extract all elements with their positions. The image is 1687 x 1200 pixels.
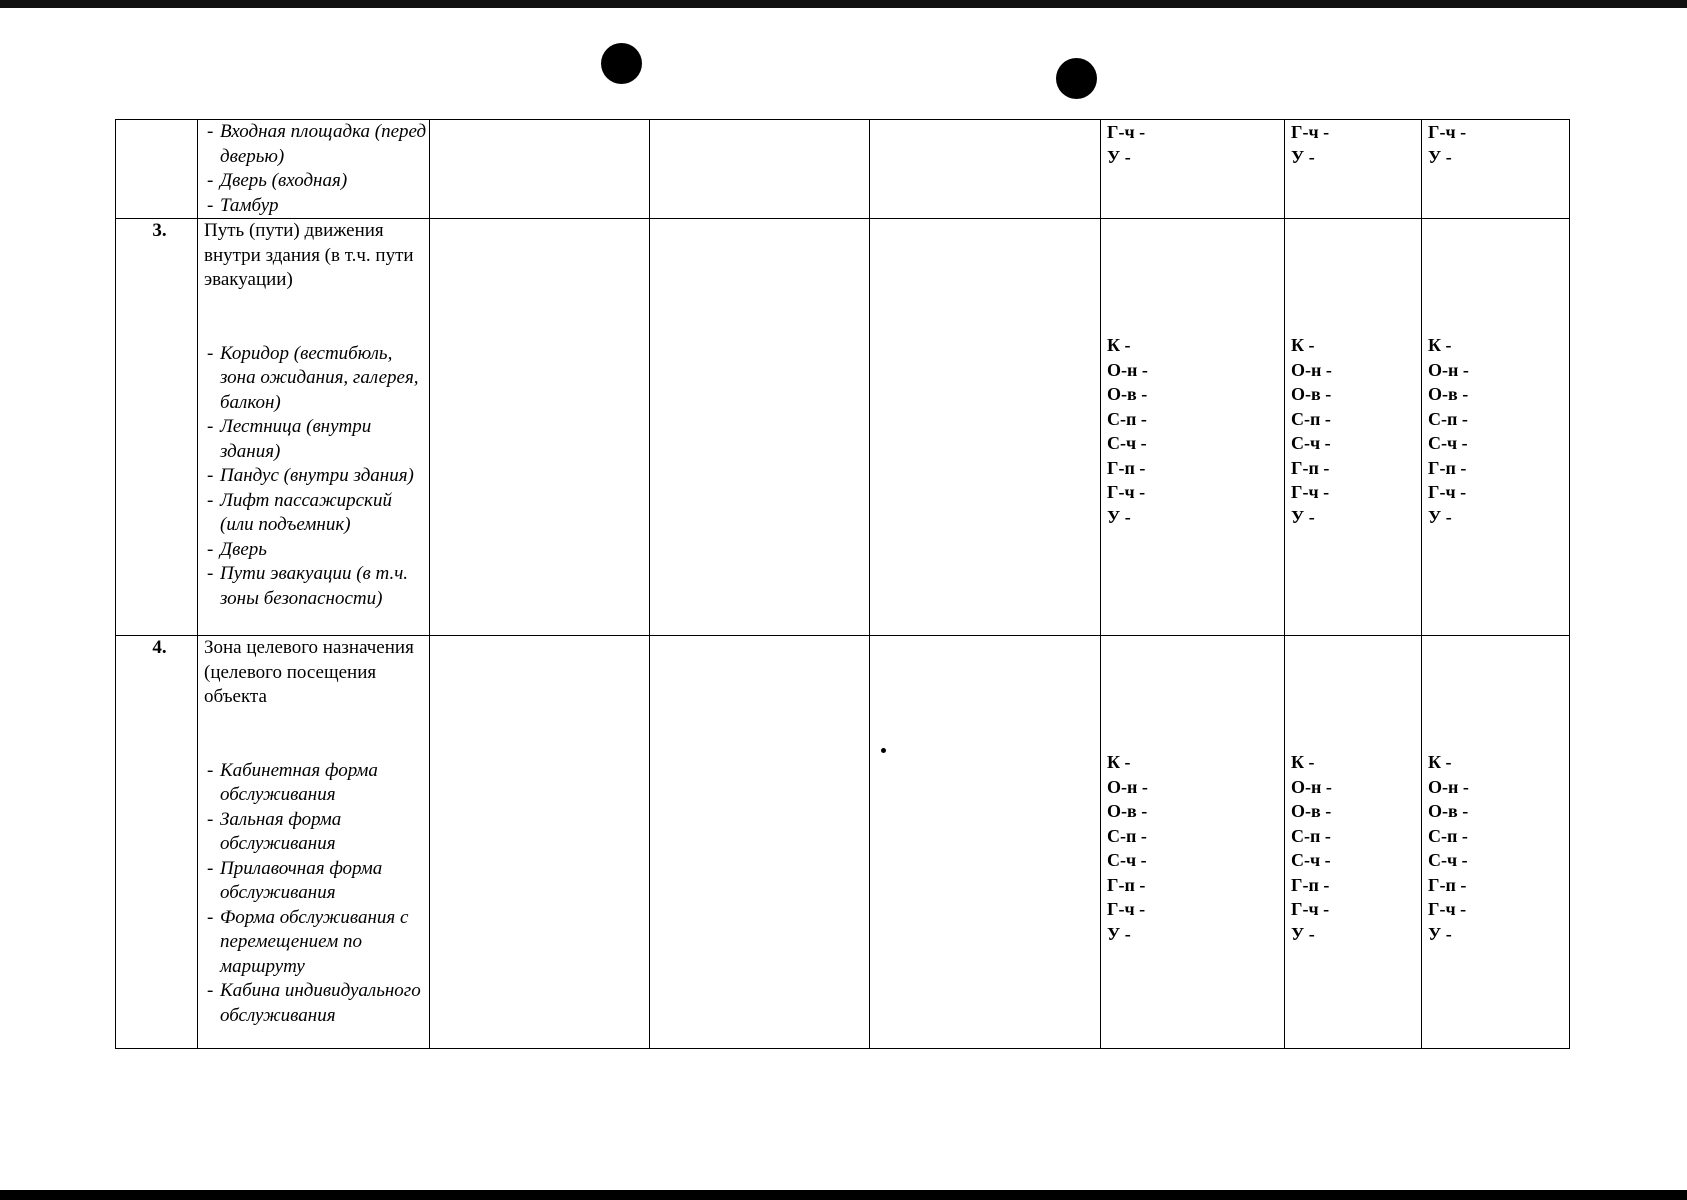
code-item: О-н - (1107, 776, 1148, 797)
code-item: Г-п - (1428, 874, 1467, 895)
code-item: С-ч - (1428, 433, 1468, 453)
code-list (1291, 219, 1421, 529)
codes-cell (1101, 120, 1285, 219)
code-item: О-в - (1107, 384, 1148, 404)
code-item: К - (1107, 752, 1131, 772)
row-number: 3. (116, 219, 198, 636)
codes-cell (1285, 120, 1422, 219)
code-item: Г-ч - (1428, 482, 1467, 502)
table-row-continued (116, 120, 1570, 219)
sub-item: - Дверь (204, 538, 429, 563)
code-list (1428, 636, 1569, 946)
codes-cell (1101, 636, 1285, 1049)
codes-cell (1285, 219, 1422, 636)
sub-item: - Кабинетная форма обслуживания (204, 759, 429, 808)
codes-cell (1422, 219, 1570, 636)
code-item: О-н - (1107, 359, 1148, 380)
row-number (116, 120, 198, 219)
sub-item: - Кабина индивидуального обслуживания (204, 979, 429, 1028)
row-name-cell (198, 636, 430, 1049)
code-item: Г-ч - (1107, 482, 1146, 502)
punch-hole-left (601, 43, 642, 84)
code-item: С-п - (1107, 408, 1147, 429)
code-item: О-в - (1428, 801, 1469, 821)
code-item: С-п - (1107, 825, 1147, 846)
code-item: У - (1291, 923, 1315, 944)
sub-item: - Дверь (входная) (204, 169, 429, 194)
code-item: О-в - (1291, 384, 1332, 404)
code-item: С-п - (1291, 825, 1331, 846)
code-item: С-ч - (1107, 850, 1147, 870)
code-item: К - (1428, 752, 1452, 772)
code-item: Г-ч - (1291, 122, 1330, 142)
code-item: У - (1428, 923, 1452, 944)
punch-hole-right (1056, 58, 1097, 99)
code-list (1107, 636, 1284, 946)
code-list (1291, 120, 1421, 169)
code-item: С-ч - (1107, 433, 1147, 453)
empty-cell (870, 120, 1101, 219)
code-item: К - (1291, 335, 1315, 355)
empty-cell (430, 120, 650, 219)
code-item: О-в - (1428, 384, 1469, 404)
sub-item: - Зальная форма обслуживания (204, 808, 429, 857)
code-item: С-ч - (1291, 850, 1331, 870)
code-item: Г-п - (1291, 874, 1330, 895)
code-item: Г-ч - (1428, 899, 1467, 919)
empty-cell (430, 636, 650, 1049)
row-name-cell (198, 219, 430, 636)
code-list (1291, 636, 1421, 946)
code-item: Г-ч - (1291, 482, 1330, 502)
sub-item: - Пути эвакуации (в т.ч. зоны безопасности) (204, 562, 429, 611)
empty-cell (870, 219, 1101, 636)
code-item: У - (1107, 506, 1131, 527)
sub-item: - Лифт пассажирский (или подъемник) (204, 489, 429, 538)
code-item: К - (1428, 335, 1452, 355)
table-row (116, 219, 1570, 636)
codes-cell (1422, 120, 1570, 219)
sub-items (204, 759, 429, 1029)
code-item: К - (1107, 335, 1131, 355)
code-item: У - (1291, 146, 1315, 167)
code-list (1107, 219, 1284, 529)
sub-item: - Прилавочная форма обслуживания (204, 857, 429, 906)
scan-bottom-edge (0, 1190, 1687, 1200)
code-item: О-в - (1107, 801, 1148, 821)
code-item: У - (1428, 506, 1452, 527)
scan-speck (881, 748, 886, 753)
code-item: С-п - (1428, 825, 1468, 846)
code-item: Г-п - (1107, 457, 1146, 478)
code-item: Г-п - (1291, 457, 1330, 478)
code-item: У - (1107, 923, 1131, 944)
row-number: 4. (116, 636, 198, 1049)
code-item: К - (1291, 752, 1315, 772)
code-item: У - (1428, 146, 1452, 167)
code-item: Г-п - (1428, 457, 1467, 478)
code-item: Г-п - (1107, 874, 1146, 895)
assessment-table (115, 119, 1570, 1049)
sub-item: - Тамбур (204, 194, 429, 219)
code-list (1107, 120, 1284, 169)
code-item: О-в - (1291, 801, 1332, 821)
code-item: О-н - (1428, 776, 1469, 797)
code-item: Г-ч - (1291, 899, 1330, 919)
code-item: Г-ч - (1107, 122, 1146, 142)
codes-cell (1285, 636, 1422, 1049)
codes-cell (1101, 219, 1285, 636)
sub-items (204, 342, 429, 612)
scan-top-edge (0, 0, 1687, 8)
empty-cell (650, 120, 870, 219)
code-list (1428, 120, 1569, 169)
code-item: У - (1107, 146, 1131, 167)
sub-item: - Форма обслуживания с перемещением по маршруту (204, 906, 429, 980)
sub-item: - Входная площадка (перед дверью) (204, 120, 429, 169)
sub-item: - Коридор (вестибюль, зона ожидания, галерея, балкон) (204, 342, 429, 416)
empty-cell (650, 636, 870, 1049)
empty-cell (870, 636, 1101, 1049)
code-item: О-н - (1291, 359, 1332, 380)
empty-cell (650, 219, 870, 636)
codes-cell (1422, 636, 1570, 1049)
row-title: Зона целевого назначения (целевого посещения объекта (204, 637, 414, 707)
code-item: С-ч - (1428, 850, 1468, 870)
sub-item: - Пандус (внутри здания) (204, 464, 429, 489)
code-item: Г-ч - (1428, 122, 1467, 142)
code-item: С-п - (1428, 408, 1468, 429)
code-item: У - (1291, 506, 1315, 527)
empty-cell (430, 219, 650, 636)
code-list (1428, 219, 1569, 529)
code-item: О-н - (1428, 359, 1469, 380)
code-item: С-п - (1291, 408, 1331, 429)
row-title: Путь (пути) движения внутри здания (в т.ч. пути эвакуации) (204, 220, 414, 290)
sub-items (204, 120, 429, 218)
sub-item: - Лестница (внутри здания) (204, 415, 429, 464)
row-name-cell (198, 120, 430, 219)
code-item: О-н - (1291, 776, 1332, 797)
table-row (116, 636, 1570, 1049)
code-item: Г-ч - (1107, 899, 1146, 919)
code-item: С-ч - (1291, 433, 1331, 453)
